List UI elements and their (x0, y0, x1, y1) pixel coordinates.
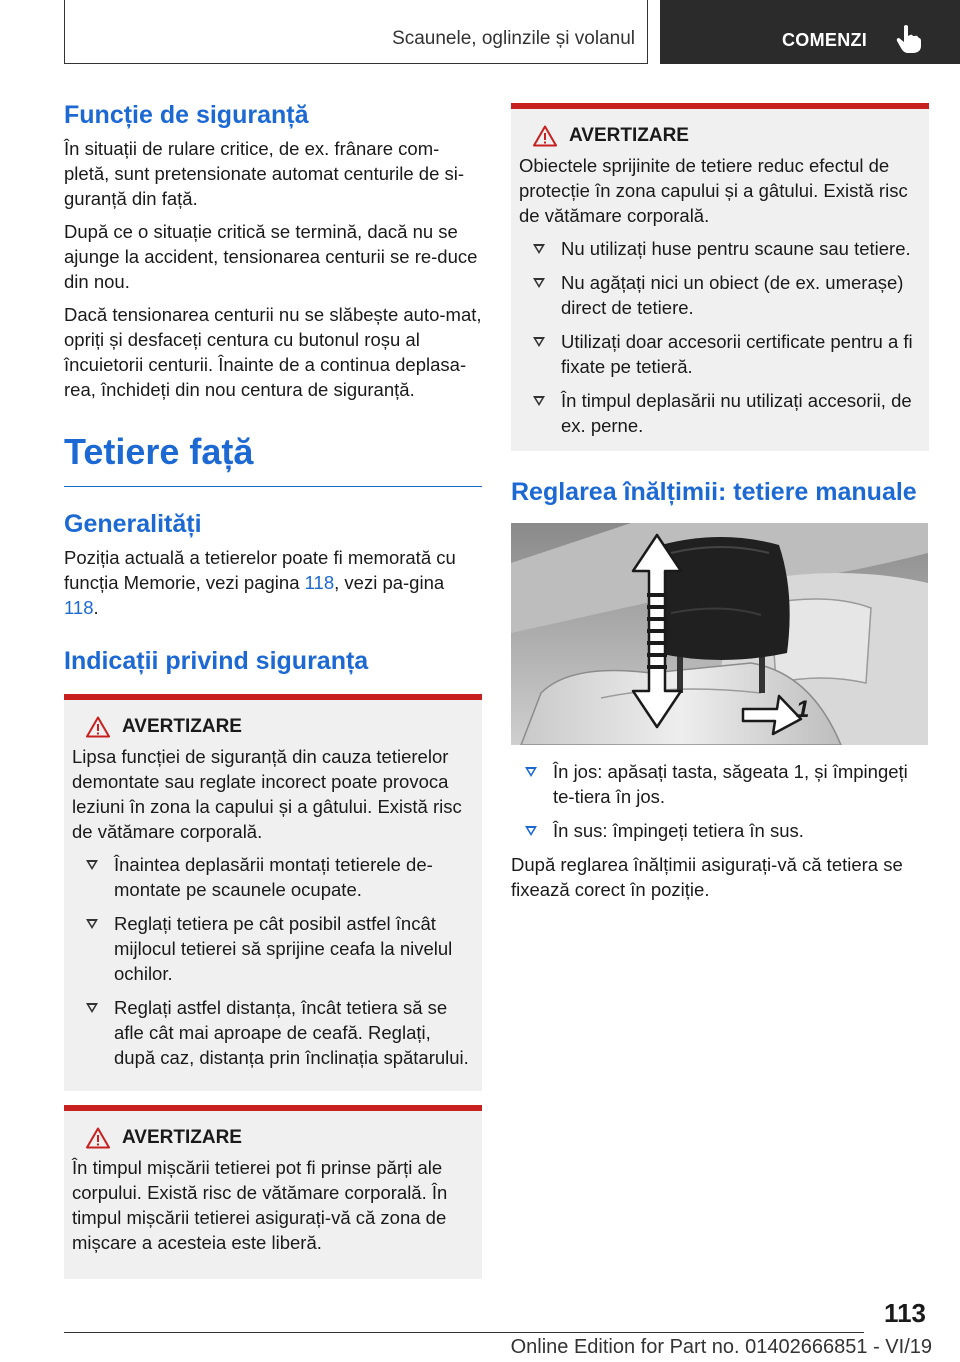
page-number: 113 (884, 1298, 926, 1328)
closing-paragraph: După reglarea înălțimii asigurați-vă că tetiera se fixează corect în poziție. (511, 854, 903, 900)
pointing-hand-icon (896, 24, 922, 54)
triangle-bullet-icon (86, 860, 98, 870)
page-header (0, 0, 960, 66)
page-link[interactable]: 118 (304, 572, 335, 593)
warning-triangle-icon (86, 1127, 110, 1149)
general-paragraph (64, 545, 482, 620)
chapter-tab-label: COMENZI (782, 30, 868, 50)
list-item-text: În timpul deplasării nu utilizați accesorii, de ex. perne. (561, 390, 912, 436)
paragraph: În situații de rulare critice, de ex. frânare com-pletă, sunt pretensionate automat centurile de si-guranță din față. (64, 138, 465, 209)
warning-header (86, 716, 472, 738)
warning-title: AVERTIZARE (122, 716, 242, 737)
adjust-steps-list (511, 759, 929, 843)
list-item-text: Reglați tetiera pe cât posibil astfel încât mijlocul tetierei să sprijine ceafa la nivelul ochilor. (114, 913, 453, 984)
section-title-box (64, 0, 648, 64)
list-item (519, 329, 919, 379)
list-item-text: Reglați astfel distanța, încât tetiera să se afle cât mai aproape de ceafă. Reglați, după caz, distanța prin înclinația spătarului. (114, 997, 469, 1068)
list-item (72, 995, 472, 1070)
list-item (519, 388, 919, 438)
paragraph: Dacă tensionarea centurii nu se slăbește auto-mat, opriți și desfaceți centura cu butonul roșu al încuietorii centurii. Înainte de a continua deplasa-rea, închideți din nou centura de siguranță. (64, 304, 482, 400)
list-item (72, 911, 472, 986)
list-item (519, 270, 919, 320)
triangle-bullet-icon (525, 767, 537, 777)
list-item (72, 852, 472, 902)
list-item-text: Nu agățați nici un obiect (de ex. umerașe) direct de tetiere. (561, 272, 904, 318)
paragraph: După ce o situație critică se termină, dacă nu se ajunge la accident, tensionarea centurii se re-duce din nou. (64, 221, 478, 292)
list-item-text: Utilizați doar accesorii certificate pentru a fi fixate pe tetieră. (561, 331, 913, 377)
triangle-bullet-icon (533, 278, 545, 288)
triangle-bullet-icon (86, 919, 98, 929)
headrest-photo (511, 523, 928, 745)
general-text: , vezi pa-gina (334, 572, 445, 593)
general-text: Poziția actuală a tetierelor poate fi memorată cu funcția Memorie, vezi pagina (64, 547, 456, 593)
list-item (511, 818, 929, 843)
triangle-bullet-icon (525, 826, 537, 836)
footer-edition: Online Edition for Part no. 01402666851 - VI/19 (510, 1336, 932, 1358)
chapter-tab[interactable] (660, 0, 960, 64)
list-item-text: În sus: împingeți tetiera în sus. (553, 820, 804, 841)
warning-text: Lipsa funcției de siguranță din cauza tetierelor demontate sau reglate incorect poate provoca leziuni în zona la capului și a gâtului. Există risc de vătămare corporală. (72, 746, 462, 842)
warning-text: În timpul mișcării tetierei pot fi prinse părți ale corpului. Există risc de vătămare corporală. În timpul mișcării tetierei asigurați-vă că zona de mișcare a acesteia este liberă. (72, 1157, 448, 1253)
triangle-bullet-icon (86, 1003, 98, 1013)
safety-notes-heading: Indicații privind siguranța (64, 647, 369, 675)
image-callout-number: 1 (796, 696, 810, 723)
warning-box (64, 694, 482, 1091)
warning-title: AVERTIZARE (569, 125, 689, 146)
list-item-text: În jos: apăsați tasta, săgeata 1, și împingeți te-tiera în jos. (553, 761, 908, 807)
triangle-bullet-icon (533, 337, 545, 347)
right-column (511, 103, 929, 910)
warning-box (64, 1105, 482, 1279)
list-item-text: Înaintea deplasării montați tetierele de-montate pe scaunele ocupate. (114, 854, 433, 900)
safety-function-heading: Funcție de siguranță (64, 101, 309, 129)
warning-header (86, 1127, 472, 1149)
warning-triangle-icon (86, 716, 110, 738)
triangle-bullet-icon (533, 396, 545, 406)
triangle-bullet-icon (533, 244, 545, 254)
warning-list (519, 236, 919, 438)
warning-box (511, 103, 929, 451)
warning-list (72, 852, 472, 1070)
front-headrests-heading: Tetiere față (64, 430, 482, 487)
left-column (64, 100, 482, 1279)
list-item-text: Nu utilizați huse pentru scaune sau tetiere. (561, 238, 911, 259)
list-item (511, 759, 929, 809)
general-heading: Generalități (64, 510, 202, 538)
list-item (519, 236, 919, 261)
warning-triangle-icon (533, 125, 557, 147)
height-adjust-heading: Reglarea înălțimii: tetiere manuale (511, 478, 917, 506)
general-text: . (93, 597, 99, 618)
footer-divider (64, 1332, 864, 1333)
warning-title: AVERTIZARE (122, 1127, 242, 1148)
warning-header (533, 125, 919, 147)
page-link[interactable]: 118 (64, 597, 94, 618)
section-title: Scaunele, oglinzile și volanul (392, 28, 635, 49)
warning-text: Obiectele sprijinite de tetiere reduc efectul de protecție în zona capului și a gâtului. Există risc de vătămare corporală. (519, 155, 908, 226)
